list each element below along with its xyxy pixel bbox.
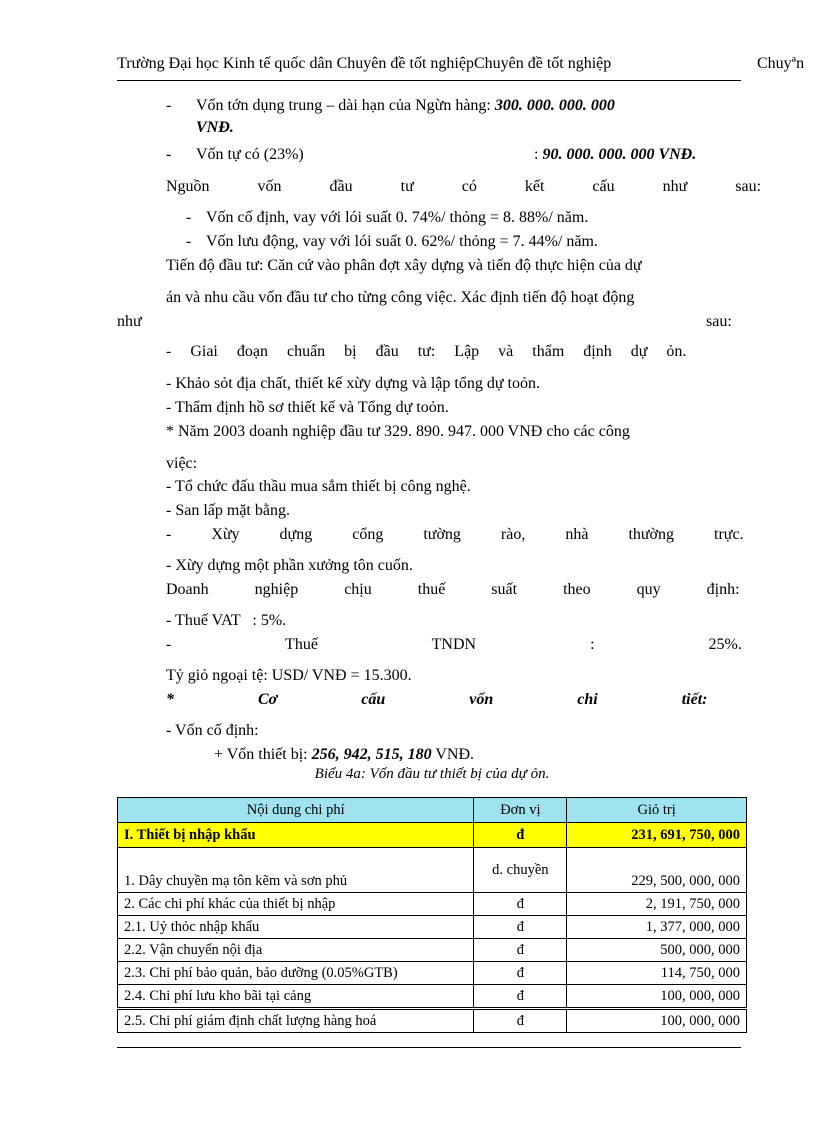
text-span: VNĐ. <box>431 746 474 763</box>
paragraph-line: - Xừy dựng cổng tường rào, nhà thường trực. <box>166 526 744 543</box>
paragraph-line: - Thuế TNDN : 25%. <box>166 636 742 653</box>
paragraph-line <box>166 177 762 197</box>
dash-bullet: - <box>186 233 192 250</box>
amount-text: 256, 942, 515, 180 <box>311 746 432 763</box>
amount-text: 90. 000. 000. 000 VNĐ. <box>542 146 697 163</box>
table-cell: 2.5. Chi phí giám định chất lượng hàng hoá <box>118 1009 474 1033</box>
paragraph-line: - Vốn cố định: <box>166 722 259 739</box>
table-cell: 100, 000, 000 <box>567 985 747 1009</box>
paragraph-line: án và nhu cầu vốn đầu tư cho từng công việc. Xác định tiến độ hoạt động <box>166 289 635 306</box>
table-cell: 100, 000, 000 <box>567 1009 747 1033</box>
table-cell: đ <box>474 939 567 962</box>
dash-bullet: - <box>166 146 172 163</box>
table-cell: 500, 000, 000 <box>567 939 747 962</box>
table-row <box>118 823 747 848</box>
paragraph-line: - Khảo sỏt địa chất, thiết kế xừy dựng và lập tổng dự toỏn. <box>166 375 540 392</box>
text-span: Vốn tớn dụng trung – dài hạn của Ngừn hàng: <box>196 97 495 114</box>
table-cell: 2.4. Chi phí lưu kho bãi tại cảng <box>118 985 474 1009</box>
paragraph-line: Vốn lưu động, vay với lói suất 0. 62%/ thỏng = 7. 44%/ năm. <box>206 233 598 250</box>
column-header: Đơn vị <box>474 798 567 823</box>
table-cell: I. Thiết bị nhập khẩu <box>118 823 474 848</box>
table-cell: đ <box>474 823 567 848</box>
table-row <box>118 916 747 939</box>
paragraph-line: - Giai đoạn chuẩn bị đầu tư: Lập và thẩm định dự ỏn. <box>166 343 687 360</box>
paragraph-line: - Thẩm định hồ sơ thiết kế và Tổng dự toỏn. <box>166 399 449 416</box>
dash-bullet: - <box>166 97 172 114</box>
table-cell: 2.1. Uỷ thỏc nhập khẩu <box>118 916 474 939</box>
footer-rule <box>117 1047 741 1048</box>
dash-bullet: - <box>186 209 192 226</box>
paragraph-line: - Tổ chức đấu thầu mua sắm thiết bị công nghệ. <box>166 478 471 495</box>
table-cell: 231, 691, 750, 000 <box>567 823 747 848</box>
table-cell: d. chuyền <box>474 848 567 893</box>
paragraph-line <box>196 96 615 116</box>
table-row <box>118 1009 747 1033</box>
text-span: Nguồn vốn đầu tư có kết cấu như sau: <box>166 178 762 195</box>
header-title: Trường Đại học Kinh tế quốc dân Chuyên đề tốt nghiệpChuyên đề tốt nghiệp <box>117 55 612 72</box>
table-cell: đ <box>474 916 567 939</box>
column-header: Giỏ trị <box>567 798 747 823</box>
text-span: : <box>534 146 543 163</box>
table-cell: 2, 191, 750, 000 <box>567 893 747 916</box>
paragraph-line: - Thuế VAT : 5%. <box>166 612 287 629</box>
table-cell: 2.2. Vận chuyển nội địa <box>118 939 474 962</box>
cost-table <box>117 797 747 1033</box>
header-overflow-text: Chuyªn <box>757 55 805 72</box>
table-header-row <box>118 798 747 823</box>
table-cell: đ <box>474 893 567 916</box>
paragraph-line: - San lấp mặt bằng. <box>166 502 290 519</box>
paragraph-line: như <box>117 313 142 330</box>
table-row <box>118 985 747 1009</box>
page-header <box>117 53 816 79</box>
header-rule <box>117 80 741 81</box>
table-cell: đ <box>474 962 567 985</box>
text-span: + Vốn thiết bị: <box>214 746 312 763</box>
amount-text: 300. 000. 000. 000 <box>494 97 615 114</box>
paragraph-line: Tỷ giỏ ngoại tệ: USD/ VNĐ = 15.300. <box>166 667 412 684</box>
table-row <box>118 893 747 916</box>
paragraph-line: việc: <box>166 455 198 472</box>
paragraph-line: - Xừy dựng một phần xưởng tôn cuốn. <box>166 557 413 574</box>
column-header: Nội dung chi phí <box>118 798 474 823</box>
table-cell: 2. Các chi phí khác của thiết bị nhập <box>118 893 474 916</box>
table-caption: Biểu 4a: Vốn đầu tư thiết bị của dự ỏn. <box>314 766 550 782</box>
paragraph-line: * Năm 2003 doanh nghiệp đầu tư 329. 890. 947. 000 VNĐ cho các công <box>166 423 630 440</box>
table-row <box>118 939 747 962</box>
paragraph-line: Doanh nghiệp chịu thuế suất theo quy định: <box>166 581 740 598</box>
paragraph-line: Vốn cố định, vay với lói suất 0. 74%/ thỏng = 8. 88%/ năm. <box>206 209 589 226</box>
paragraph-line <box>214 745 474 765</box>
table-cell: 229, 500, 000, 000 <box>567 848 747 893</box>
table-cell: 2.3. Chi phí bảo quản, bảo dưỡng (0.05%GTB) <box>118 962 474 985</box>
table-cell: 114, 750, 000 <box>567 962 747 985</box>
amount-text: VNĐ. <box>196 119 234 136</box>
table-cell: 1. Dây chuyền mạ tôn kẽm và sơn phủ <box>118 848 474 893</box>
table-row <box>118 848 747 893</box>
section-heading: * Cơ cấu vốn chi tiết: <box>166 691 708 708</box>
paragraph-line <box>534 145 696 165</box>
table-cell: đ <box>474 985 567 1009</box>
table-cell: đ <box>474 1009 567 1033</box>
table-row <box>118 962 747 985</box>
paragraph-line: Vốn tự có (23%) <box>196 146 304 163</box>
table-cell: 1, 377, 000, 000 <box>567 916 747 939</box>
paragraph-line: sau: <box>706 313 732 330</box>
paragraph-line: Tiến độ đầu tư: Căn cứ vào phân đợt xây dựng và tiến độ thực hiện của dự <box>166 257 642 274</box>
